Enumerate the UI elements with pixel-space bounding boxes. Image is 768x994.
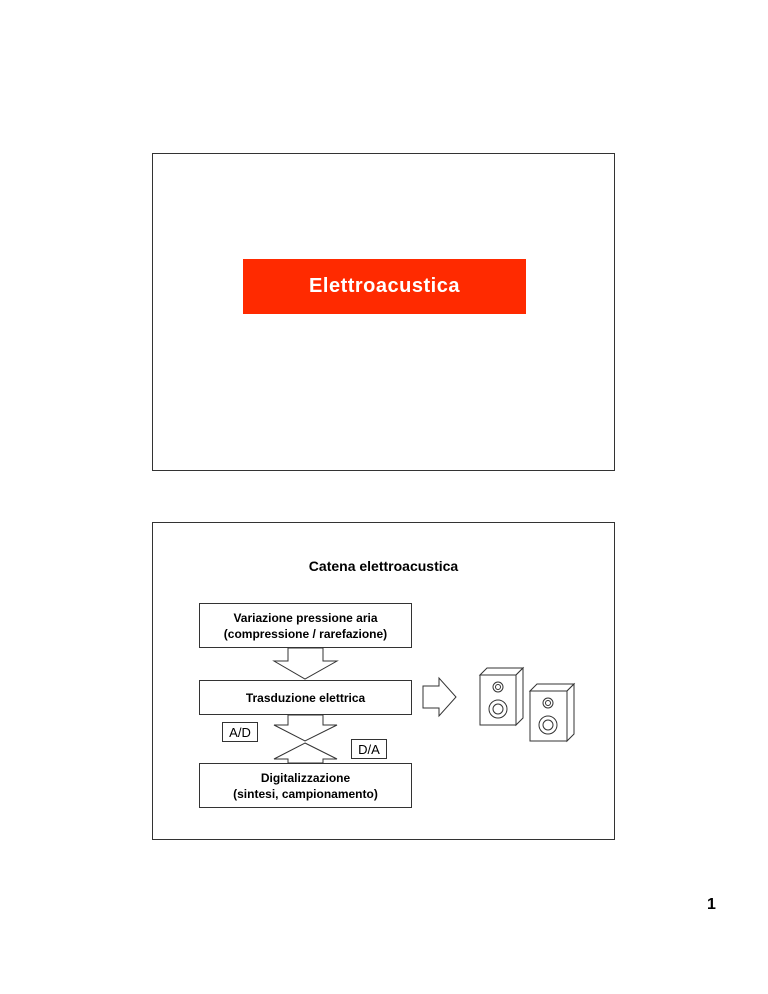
slide-title-text: Elettroacustica [309,275,460,297]
digital-box [199,763,412,808]
speaker-left-icon [480,668,523,725]
arrow-right-icon [423,678,456,716]
pressure-box [199,603,412,648]
arrow-down-ad-icon [274,715,337,741]
slide-heading: Catena elettroacustica [308,558,459,574]
slide-chain [152,522,615,840]
transduction-box-label: Trasduzione elettrica [245,690,366,705]
arrow-down-icon [274,648,337,679]
digital-box-line2: (sintesi, campionamento) [233,786,378,801]
pressure-box-line2: (compressione / rarefazione) [223,626,388,641]
pressure-box-line1: Variazione pressione aria [233,610,378,625]
transduction-box [199,680,412,715]
digital-box-line1: Digitalizzazione [260,770,351,785]
ad-label: A/D [222,722,258,742]
page-number: 1 [707,896,716,913]
da-label: D/A [351,739,387,759]
title-banner [243,259,526,314]
slide-title [152,153,615,471]
arrow-up-icon [274,743,337,763]
speaker-right-icon [530,684,574,741]
